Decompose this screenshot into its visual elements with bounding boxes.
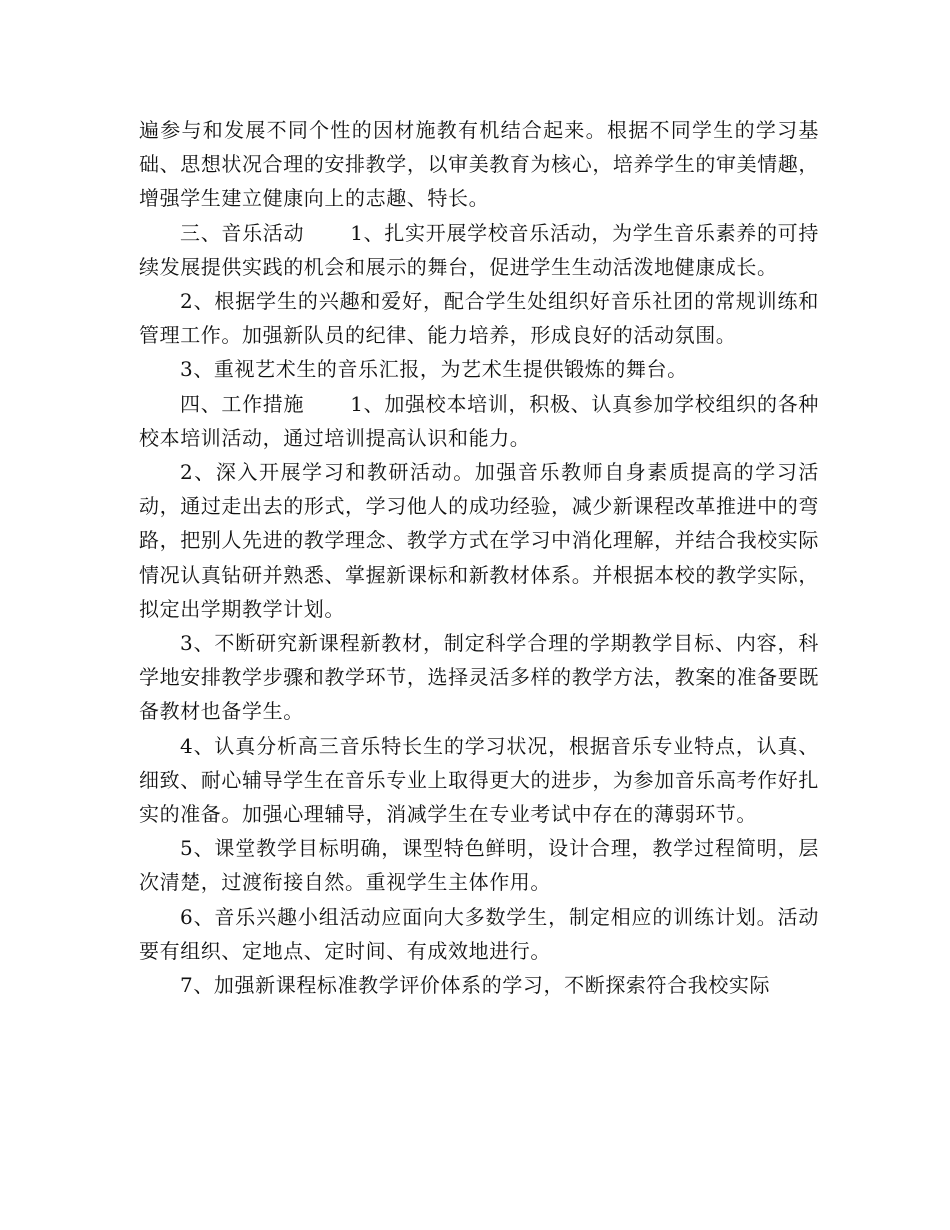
paragraph-text: 1、扎实开展学校音乐活动，为学生音乐素养的可持续发展提供实践的机会和展示的舞台，促进学生生动活泼地健康成长。 <box>139 220 819 279</box>
paragraph-item-3-2: 2、根据学生的兴趣和爱好，配合学生处组织好音乐社团的常规训练和管理工作。加强新队员的纪律、能力培养，形成良好的活动氛围。 <box>139 289 819 348</box>
paragraph-section-4-work-measures <box>139 387 819 455</box>
section-heading-music-activities: 三、音乐活动 <box>180 220 305 245</box>
paragraph-text: 1、加强校本培训，积极、认真参加学校组织的各种校本培训活动，通过培训提高认识和能力。 <box>139 391 819 450</box>
paragraph-continued: 遍参与和发展不同个性的因材施教有机结合起来。根据不同学生的学习基础、思想状况合理的安排教学，以审美教育为核心，培养学生的审美情趣，增强学生建立健康向上的志趣、特长。 <box>139 118 819 211</box>
paragraph-item-4-2: 2、深入开展学习和教研活动。加强音乐教师自身素质提高的学习活动，通过走出去的形式，学习他人的成功经验，减少新课程改革推进中的弯路，把别人先进的教学理念、教学方式在学习中消化理解，并结合我校实际情况认真钻研并熟悉、掌握新课标和新教材体系。并根据本校的教学实际，拟定出学期教学计划。 <box>139 460 819 621</box>
paragraph-item-4-6: 6、音乐兴趣小组活动应面向大多数学生，制定相应的训练计划。活动要有组织、定地点、定时间、有成效地进行。 <box>139 904 819 963</box>
paragraph-item-3-3: 3、重视艺术生的音乐汇报，为艺术生提供锻炼的舞台。 <box>180 357 688 382</box>
paragraph-item-4-5: 5、课堂教学目标明确，课型特色鲜明，设计合理，教学过程简明，层次清楚，过渡衔接自然。重视学生主体作用。 <box>139 836 819 895</box>
paragraph-item-4-7: 7、加强新课程标准教学评价体系的学习，不断探索符合我校实际 <box>180 973 771 998</box>
paragraph-item-4-3: 3、不断研究新课程新教材，制定科学合理的学期教学目标、内容，科学地安排教学步骤和教学环节，选择灵活多样的教学方法，教案的准备要既备教材也备学生。 <box>139 631 819 724</box>
section-heading-work-measures: 四、工作措施 <box>180 391 305 416</box>
paragraph-item-4-4: 4、认真分析高三音乐特长生的学习状况，根据音乐专业特点，认真、细致、耐心辅导学生在音乐专业上取得更大的进步，为参加音乐高考作好扎实的准备。加强心理辅导，消减学生在专业考试中存在的薄弱环节。 <box>139 733 819 827</box>
document-body <box>139 113 819 1002</box>
paragraph-section-3-music-activities <box>139 216 819 284</box>
